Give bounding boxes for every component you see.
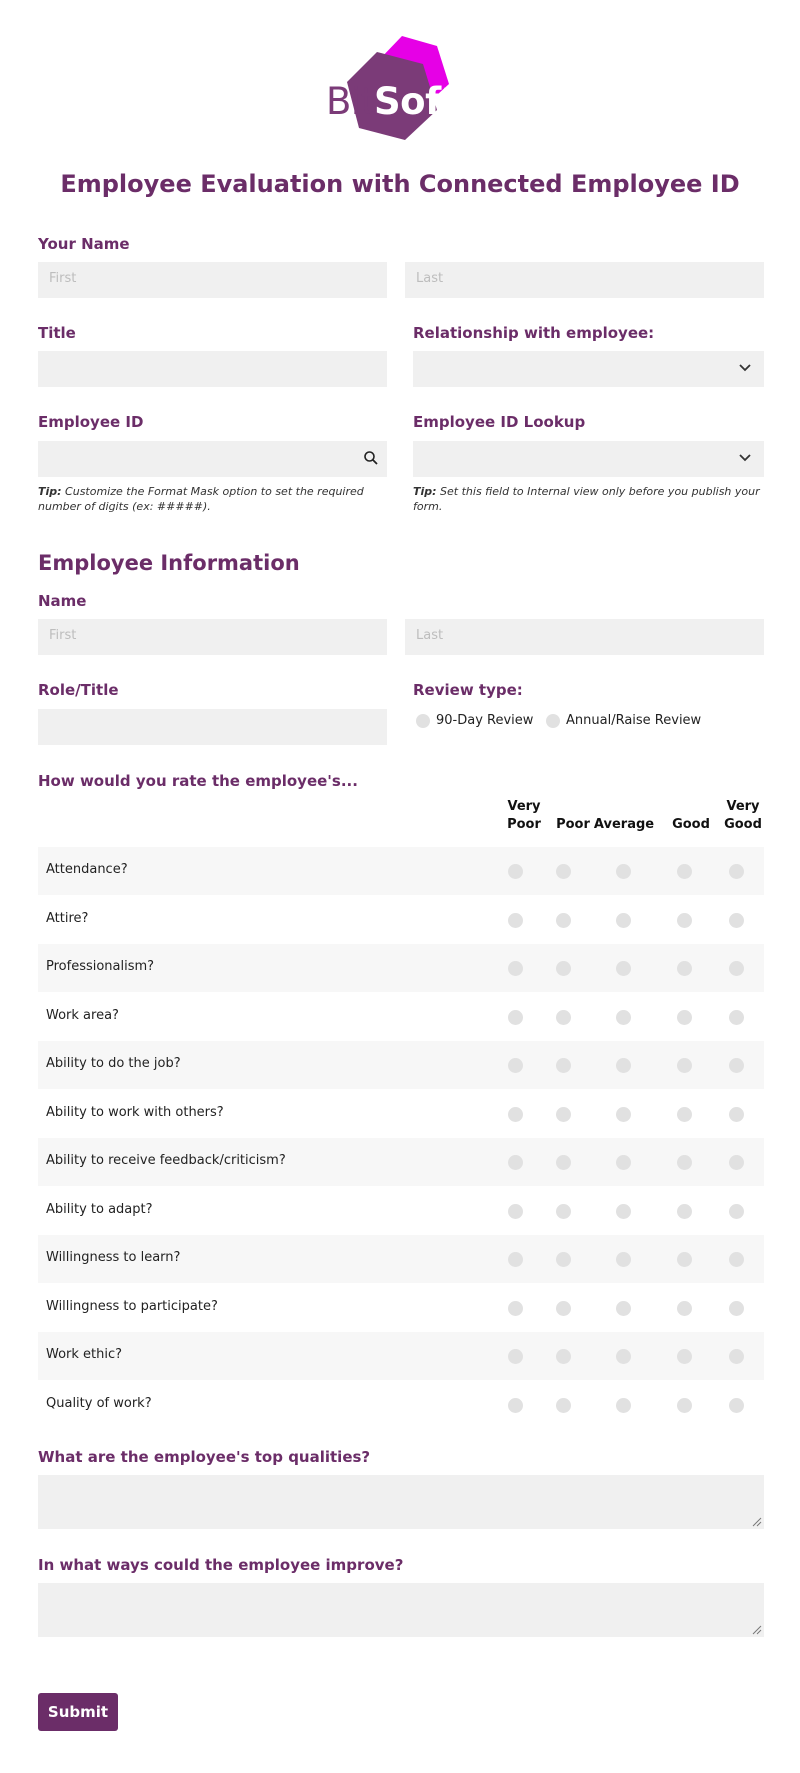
rating-question: Ability to work with others?: [46, 1104, 224, 1120]
rating-radio[interactable]: [556, 1349, 571, 1364]
rating-radio[interactable]: [729, 1204, 744, 1219]
relationship-label: Relationship with employee:: [413, 324, 655, 342]
rating-radio[interactable]: [616, 1155, 631, 1170]
chevron-down-icon: [738, 361, 752, 375]
review-option-label: Annual/Raise Review: [566, 713, 702, 728]
rating-radio[interactable]: [508, 913, 523, 928]
rating-row: [38, 1041, 764, 1089]
rating-radio[interactable]: [508, 1398, 523, 1413]
first-placeholder: First: [49, 271, 77, 286]
rating-radio[interactable]: [729, 1301, 744, 1316]
rating-radio[interactable]: [729, 1252, 744, 1267]
rating-radio[interactable]: [556, 1010, 571, 1025]
column-header: Average: [593, 817, 655, 832]
tip-text: Set this field to Internal view only before you publish your form.: [413, 485, 760, 513]
top-qualities-label: What are the employee's top qualities?: [38, 1448, 371, 1466]
rating-row: [38, 1138, 764, 1186]
rating-radio[interactable]: [556, 1155, 571, 1170]
rating-radio[interactable]: [556, 1058, 571, 1073]
rating-row: [38, 1090, 764, 1138]
rating-radio[interactable]: [616, 1204, 631, 1219]
rating-row: [38, 1284, 764, 1332]
rating-radio[interactable]: [729, 1010, 744, 1025]
rating-radio[interactable]: [729, 864, 744, 879]
improve-label: In what ways could the employee improve?: [38, 1556, 404, 1574]
review-type-label: Review type:: [413, 681, 523, 699]
chevron-down-icon: [738, 451, 752, 465]
radio-button[interactable]: [416, 714, 430, 728]
your-first-name-input[interactable]: [38, 262, 387, 298]
rating-question: Ability to adapt?: [46, 1201, 153, 1217]
rating-question: Ability to do the job?: [46, 1056, 181, 1071]
employee-id-input[interactable]: [38, 441, 387, 477]
rating-row: [38, 1332, 764, 1380]
first-placeholder: First: [49, 628, 77, 643]
rating-radio[interactable]: [508, 1010, 523, 1025]
bitsoft-logo: [325, 36, 475, 144]
tip-prefix: Tip:: [38, 485, 62, 498]
top-qualities-textarea[interactable]: [38, 1475, 764, 1529]
rating-question: Willingness to participate?: [46, 1298, 218, 1314]
rating-radio[interactable]: [677, 1398, 692, 1413]
rating-row: [38, 1381, 764, 1429]
rating-radio[interactable]: [729, 1398, 744, 1413]
rating-radio[interactable]: [616, 1010, 631, 1025]
employee-name-label: Name: [38, 592, 87, 610]
rating-radio[interactable]: [556, 1301, 571, 1316]
rating-radio[interactable]: [508, 1155, 523, 1170]
review-option-label: 90-Day Review: [436, 713, 534, 728]
rating-radio[interactable]: [677, 1204, 692, 1219]
tip-prefix: Tip:: [413, 485, 437, 498]
rating-radio[interactable]: [556, 1107, 571, 1122]
rating-heading: How would you rate the employee's...: [38, 772, 358, 790]
rating-question: Quality of work?: [46, 1395, 152, 1411]
rating-radio[interactable]: [616, 1252, 631, 1267]
rating-radio[interactable]: [616, 1107, 631, 1122]
rating-radio[interactable]: [729, 1107, 744, 1122]
rating-radio[interactable]: [556, 1252, 571, 1267]
rating-radio[interactable]: [677, 1010, 692, 1025]
rating-radio[interactable]: [508, 1301, 523, 1316]
review-option-90-day[interactable]: [416, 713, 533, 728]
rating-radio[interactable]: [556, 913, 571, 928]
relationship-select[interactable]: [413, 351, 764, 387]
rating-question: Ability to receive feedback/criticism?: [46, 1153, 286, 1168]
rating-radio[interactable]: [616, 913, 631, 928]
employee-id-tip: [38, 484, 387, 514]
last-placeholder: Last: [416, 628, 444, 643]
rating-radio[interactable]: [508, 864, 523, 879]
rating-radio[interactable]: [616, 864, 631, 879]
rating-radio[interactable]: [677, 1252, 692, 1267]
rating-radio[interactable]: [729, 1349, 744, 1364]
rating-radio[interactable]: [677, 1155, 692, 1170]
rating-question: Willingness to learn?: [46, 1250, 181, 1265]
employee-lookup-label: Employee ID Lookup: [413, 413, 586, 431]
rating-radio[interactable]: [508, 1252, 523, 1267]
rating-row: [38, 1235, 764, 1283]
rating-radio[interactable]: [729, 961, 744, 976]
your-name-label: Your Name: [38, 235, 130, 253]
employee-last-name-input[interactable]: [405, 619, 764, 655]
rating-radio[interactable]: [729, 913, 744, 928]
rating-radio[interactable]: [556, 1204, 571, 1219]
your-last-name-input[interactable]: [405, 262, 764, 298]
column-header: Good: [672, 817, 710, 832]
last-placeholder: Last: [416, 271, 444, 286]
rating-radio[interactable]: [677, 961, 692, 976]
rating-radio[interactable]: [556, 1398, 571, 1413]
rating-row: [38, 993, 764, 1041]
rating-row: [38, 896, 764, 944]
role-title-label: Role/Title: [38, 681, 119, 699]
form-title: Employee Evaluation with Connected Employee ID: [60, 170, 740, 198]
logo-text-soft: Soft: [374, 80, 458, 123]
rating-radio[interactable]: [616, 1301, 631, 1316]
employee-lookup-tip: [413, 484, 764, 514]
rating-question: Attire?: [46, 910, 89, 926]
improve-textarea[interactable]: [38, 1583, 764, 1637]
employee-first-name-input[interactable]: [38, 619, 387, 655]
rating-radio[interactable]: [729, 1155, 744, 1170]
rating-radio[interactable]: [677, 1301, 692, 1316]
rating-radio[interactable]: [677, 1349, 692, 1364]
rating-radio[interactable]: [556, 961, 571, 976]
resize-handle-icon[interactable]: [752, 1517, 762, 1527]
employee-id-label: Employee ID: [38, 413, 144, 431]
rating-question: Professionalism?: [46, 959, 155, 974]
column-header: Very Poor: [507, 799, 541, 832]
rating-radio[interactable]: [677, 1058, 692, 1073]
employee-lookup-select[interactable]: [413, 441, 764, 477]
column-header: Poor: [556, 817, 590, 832]
rating-row: [38, 1187, 764, 1235]
rating-radio[interactable]: [677, 913, 692, 928]
rating-radio[interactable]: [616, 1058, 631, 1073]
resize-handle-icon[interactable]: [752, 1625, 762, 1635]
rating-question: Attendance?: [46, 862, 128, 877]
title-label: Title: [38, 324, 76, 342]
rating-question: Work area?: [46, 1007, 119, 1023]
rating-radio[interactable]: [508, 1058, 523, 1073]
title-input[interactable]: [38, 351, 387, 387]
rating-row: [38, 847, 764, 895]
submit-button[interactable]: Submit: [38, 1693, 118, 1731]
rating-radio[interactable]: [508, 961, 523, 976]
rating-radio[interactable]: [556, 864, 571, 879]
rating-radio[interactable]: [508, 1107, 523, 1122]
rating-question: Work ethic?: [46, 1347, 123, 1362]
tip-text: Customize the Format Mask option to set the required number of digits (ex: #####).: [38, 485, 364, 513]
review-option-annual[interactable]: [546, 713, 701, 728]
employee-info-heading: Employee Information: [38, 551, 300, 575]
rating-radio[interactable]: [677, 864, 692, 879]
rating-radio[interactable]: [677, 1107, 692, 1122]
radio-button[interactable]: [546, 714, 560, 728]
rating-radio[interactable]: [616, 1349, 631, 1364]
rating-radio[interactable]: [508, 1349, 523, 1364]
rating-radio[interactable]: [616, 1398, 631, 1413]
column-header: Very Good: [724, 799, 762, 832]
rating-radio[interactable]: [616, 961, 631, 976]
search-icon[interactable]: [363, 450, 379, 466]
rating-radio[interactable]: [729, 1058, 744, 1073]
rating-radio[interactable]: [508, 1204, 523, 1219]
rating-row: [38, 944, 764, 992]
role-title-input[interactable]: [38, 709, 387, 745]
logo-text-bit: Bit: [326, 80, 375, 123]
